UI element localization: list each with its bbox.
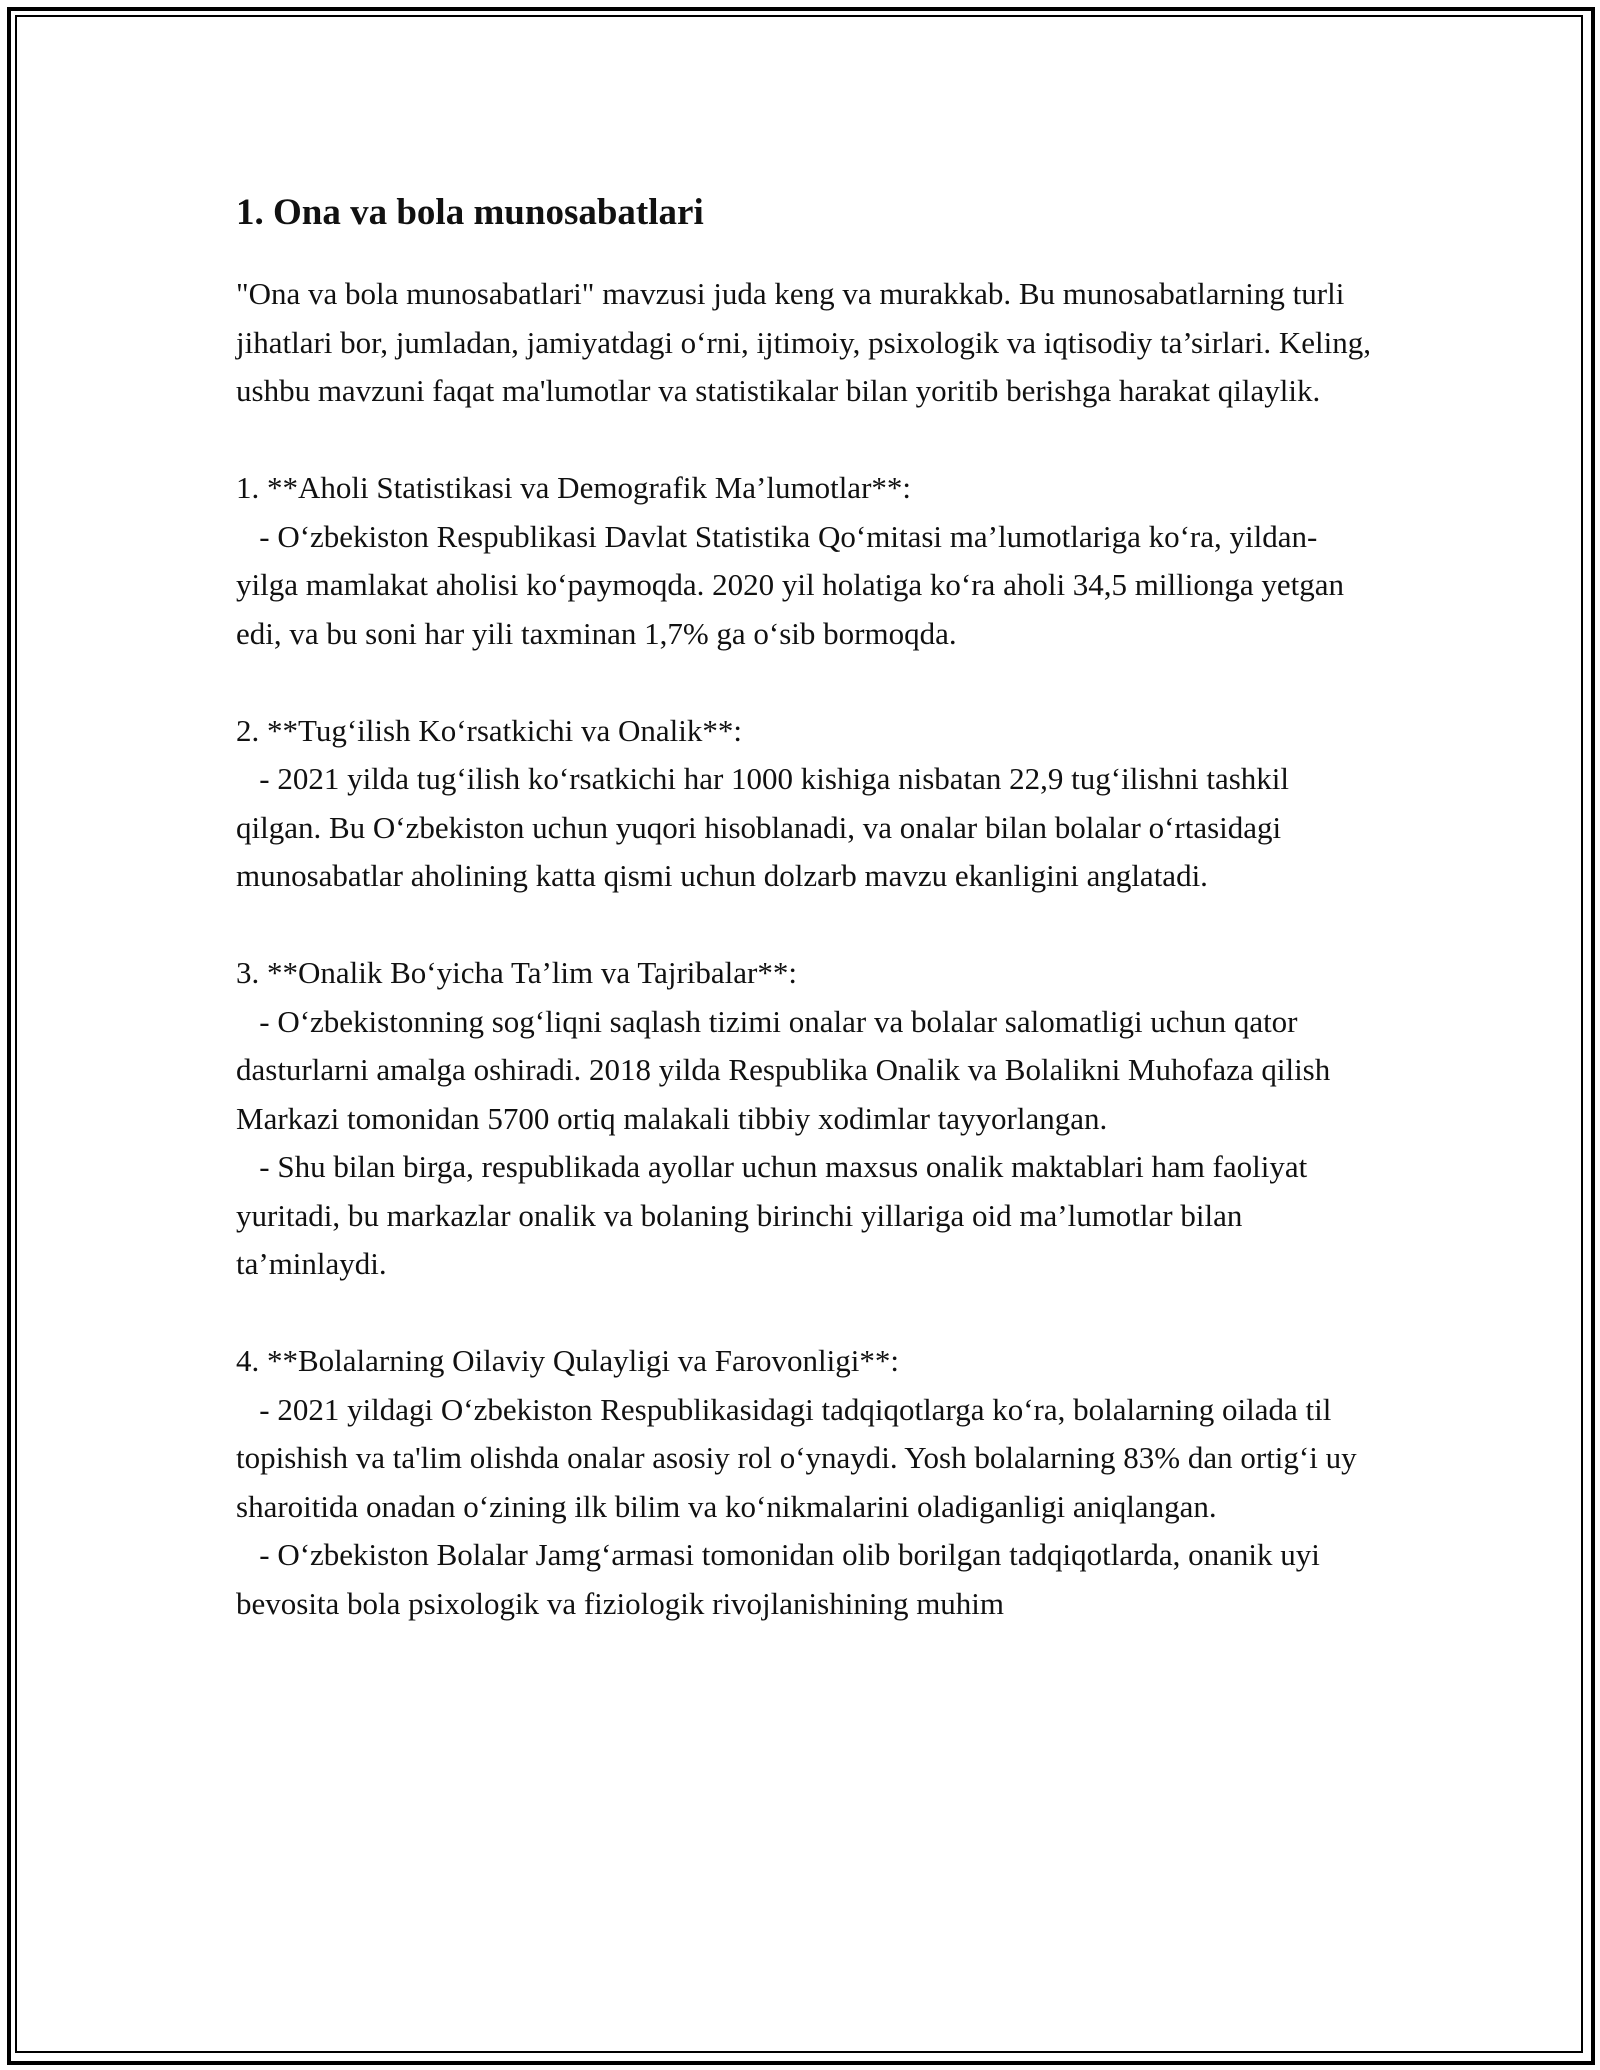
bullet-indent — [236, 761, 259, 796]
bullet-text: - O‘zbekistonning sog‘liqni saqlash tizimi onalar va bolalar salomatligi uchun qator dasturlarni amalga oshiradi. 2018 yilda Respublika Onalik va Bolalikni Muhofaza qilish Markazi tomonidan 5700 ortiq malakali tibbiy xodimlar tayyorlangan. — [236, 1003, 1338, 1136]
bullet-text: - O‘zbekiston Bolalar Jamg‘armasi tomonidan olib borilgan tadqiqotlarda, onanik uyi bevosita bola psixologik va fiziologik rivojlanishining muhim — [236, 1537, 1328, 1621]
bullet-indent — [236, 1537, 259, 1572]
section-heading: 2. **Tug‘ilish Ko‘rsatkichi va Onalik**: — [236, 712, 743, 748]
bullet-indent — [236, 519, 259, 554]
bullet-indent — [236, 1149, 259, 1184]
bullet-text: - O‘zbekiston Respublikasi Davlat Statistika Qo‘mitasi ma’lumotlariga ko‘ra, yildan-yilga mamlakat aholisi ko‘paymoqda. 2020 yil holatiga ko‘ra aholi 34,5 millionga yetgan edi, va bu soni har yili taxminan 1,7% ga o‘sib bormoqda. — [236, 518, 1352, 651]
section-heading: 4. **Bolalarning Oilaviy Qulayligi va Farovonligi**: — [236, 1343, 899, 1378]
paragraph-gap — [236, 658, 1376, 707]
section-2 — [236, 707, 1376, 901]
section-bullet — [236, 1143, 1376, 1289]
section-heading: 1. **Aholi Statistikasi va Demografik Ma’lumotlar**: — [236, 470, 912, 505]
bullet-indent — [236, 1004, 259, 1039]
bullet-text: - 2021 yildagi O‘zbekiston Respublikasidagi tadqiqotlarga ko‘ra, bolalarning oilada til topishish va ta'lim olishda onalar asosiy rol o‘ynaydi. Yosh bolalarning 83% dan ortig‘i uy sharoitida onadan o‘zining ilk bilim va ko‘nikmalarini oladiganligi aniqlangan. — [236, 1391, 1365, 1524]
section-bullet — [236, 1531, 1376, 1628]
bullet-indent — [236, 1392, 259, 1427]
section-heading: 3. **Onalik Bo‘yicha Ta’lim va Tajribalar**: — [236, 955, 797, 990]
section-bullet — [236, 755, 1376, 901]
section-1 — [236, 464, 1376, 658]
section-bullet — [236, 998, 1376, 1144]
document-body — [236, 186, 1379, 1628]
paragraph-gap — [236, 901, 1376, 950]
bullet-text: - Shu bilan birga, respublikada ayollar uchun maxsus onalik maktablari ham faoliyat yuritadi, bu markazlar onalik va bolaning birinchi yillariga oid ma’lumotlar bilan ta’minlaydi. — [236, 1149, 1315, 1281]
section-3 — [236, 949, 1376, 1289]
intro-paragraph: "Ona va bola munosabatlari" mavzusi juda keng va murakkab. Bu munosabatlarning turli jihatlari bor, jumladan, jamiyatdagi o‘rni, ijtimoiy, psixologik va iqtisodiy ta’sirlari. Keling, ushbu mavzuni faqat ma'lumotlar va statistikalar bilan yoritib berishga harakat qilaylik. — [236, 276, 1379, 408]
bullet-text: - 2021 yilda tug‘ilish ko‘rsatkichi har 1000 kishiga nisbatan 22,9 tug‘ilishni tashkil qilgan. Bu O‘zbekiston uchun yuqori hisoblanadi, va onalar bilan bolalar o‘rtasidagi munosabatlar aholining katta qismi uchun dolzarb mavzu ekanligini anglatadi. — [236, 761, 1297, 893]
paragraph-gap — [236, 1289, 1376, 1338]
section-bullet — [236, 513, 1376, 659]
section-4 — [236, 1337, 1376, 1628]
document-title: 1. Ona va bola munosabatlari — [236, 192, 704, 233]
paragraph-gap — [236, 416, 1376, 465]
section-bullet — [236, 1386, 1376, 1532]
